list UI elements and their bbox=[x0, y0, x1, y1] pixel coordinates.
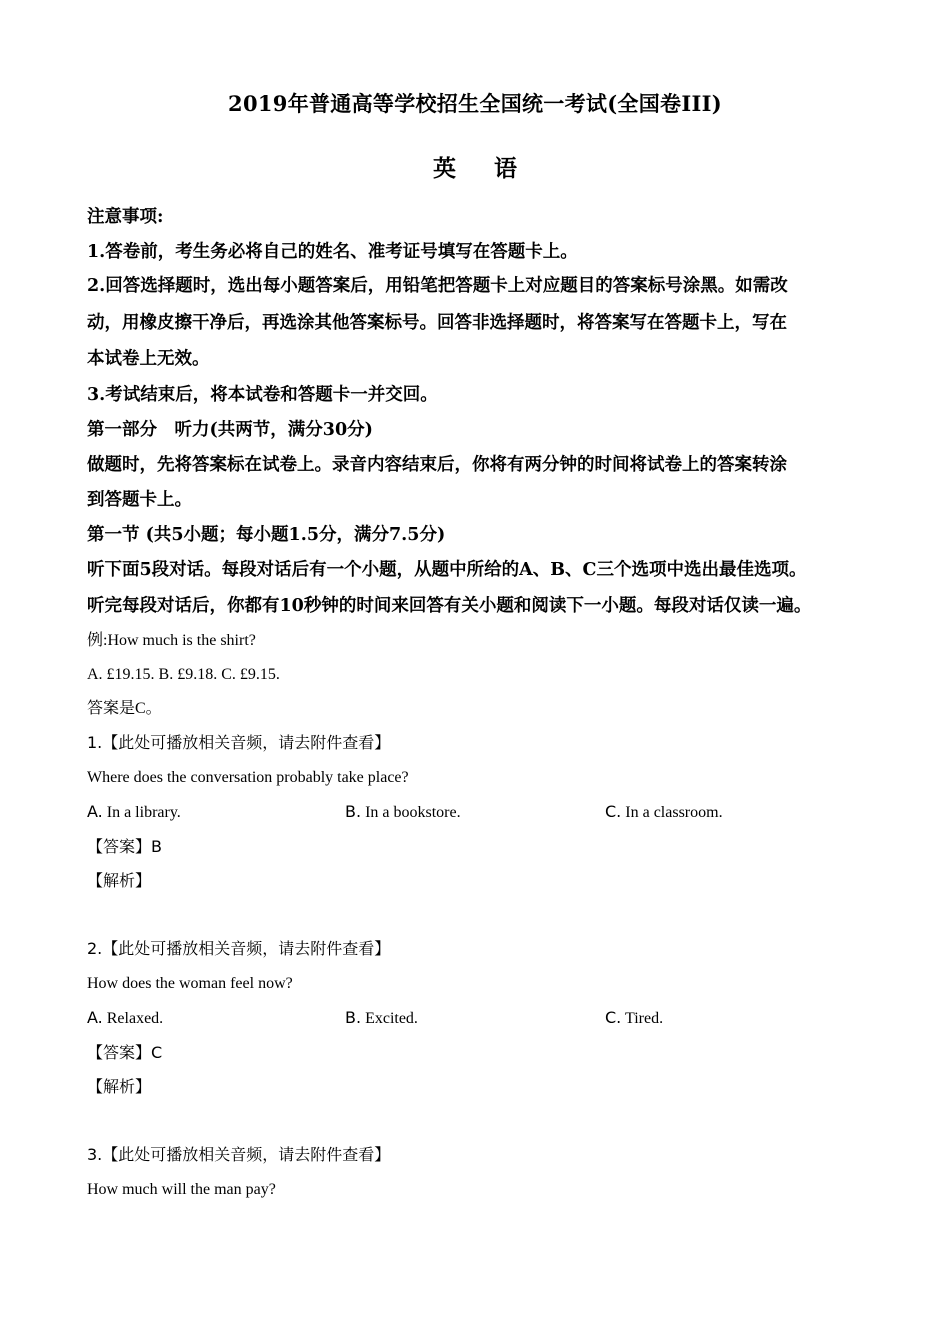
question-1-option-b bbox=[345, 800, 461, 825]
question-3-prompt: How much will the man pay? bbox=[87, 1181, 276, 1198]
question-2-option-a bbox=[87, 1006, 163, 1031]
option-letter: A. bbox=[87, 802, 103, 821]
question-2-prompt: How does the woman feel now? bbox=[87, 975, 293, 992]
section1-desc: 听完每段对话后，你都有10秒钟的时间来回答有关小题和阅读下一小题。每段对话仅读一遍。 bbox=[87, 596, 812, 616]
question-3-audio: 3.【此处可播放相关音频，请去附件查看】 bbox=[87, 1145, 391, 1164]
option-text: Tired. bbox=[621, 1010, 664, 1027]
option-letter: B. bbox=[345, 802, 362, 821]
question-1-option-a bbox=[87, 800, 181, 825]
question-2-analysis: 【解析】 bbox=[87, 1077, 152, 1096]
section1-desc: 听下面5段对话。每段对话后有一个小题，从题中所给的A、B、C三个选项中选出最佳选项。 bbox=[87, 560, 807, 580]
question-2-audio: 2.【此处可播放相关音频，请去附件查看】 bbox=[87, 939, 391, 958]
subject-title: 英语 bbox=[433, 155, 555, 182]
question-2-answer: 【答案】C bbox=[87, 1043, 163, 1062]
option-letter: A. bbox=[87, 1008, 103, 1027]
option-letter: B. bbox=[345, 1008, 362, 1027]
instruction-item: 3.考试结束后，将本试卷和答题卡一并交回。 bbox=[87, 385, 438, 405]
question-1-answer: 【答案】B bbox=[87, 837, 162, 856]
part1-heading: 第一部分 听力(共两节，满分30分) bbox=[87, 420, 373, 440]
instruction-item: 动，用橡皮擦干净后，再选涂其他答案标号。回答非选择题时，将答案写在答题卡上，写在 bbox=[87, 313, 787, 333]
option-text: In a classroom. bbox=[621, 804, 723, 821]
section1-heading: 第一节 (共5小题；每小题1.5分，满分7.5分) bbox=[87, 525, 446, 545]
instruction-item: 本试卷上无效。 bbox=[87, 349, 210, 369]
part1-desc: 做题时，先将答案标在试卷上。录音内容结束后，你将有两分钟的时间将试卷上的答案转涂 bbox=[87, 455, 787, 475]
option-text: In a library. bbox=[102, 804, 181, 821]
example-options: A. £19.15. B. £9.18. C. £9.15. bbox=[87, 666, 280, 683]
question-1-prompt: Where does the conversation probably take place? bbox=[87, 769, 409, 786]
option-text: Relaxed. bbox=[102, 1010, 164, 1027]
option-letter: C. bbox=[605, 802, 622, 821]
exam-title: 2019年普通高等学校招生全国统一考试(全国卷III) bbox=[228, 91, 722, 116]
question-2-option-b bbox=[345, 1006, 418, 1031]
question-2-option-c bbox=[605, 1006, 663, 1031]
example-answer: 答案是C。 bbox=[87, 700, 162, 717]
instruction-item: 2.回答选择题时，选出每小题答案后，用铅笔把答题卡上对应题目的答案标号涂黑。如需改 bbox=[87, 276, 788, 296]
question-1-option-c bbox=[605, 800, 723, 825]
instruction-item: 1.答卷前，考生务必将自己的姓名、准考证号填写在答题卡上。 bbox=[87, 242, 578, 262]
example-question: 例:How much is the shirt? bbox=[87, 632, 256, 649]
part1-desc: 到答题卡上。 bbox=[87, 490, 192, 510]
instructions-heading: 注意事项: bbox=[87, 207, 164, 227]
option-letter: C. bbox=[605, 1008, 622, 1027]
question-1-audio: 1.【此处可播放相关音频，请去附件查看】 bbox=[87, 733, 391, 752]
question-1-analysis: 【解析】 bbox=[87, 871, 152, 890]
option-text: In a bookstore. bbox=[361, 804, 461, 821]
option-text: Excited. bbox=[361, 1010, 418, 1027]
